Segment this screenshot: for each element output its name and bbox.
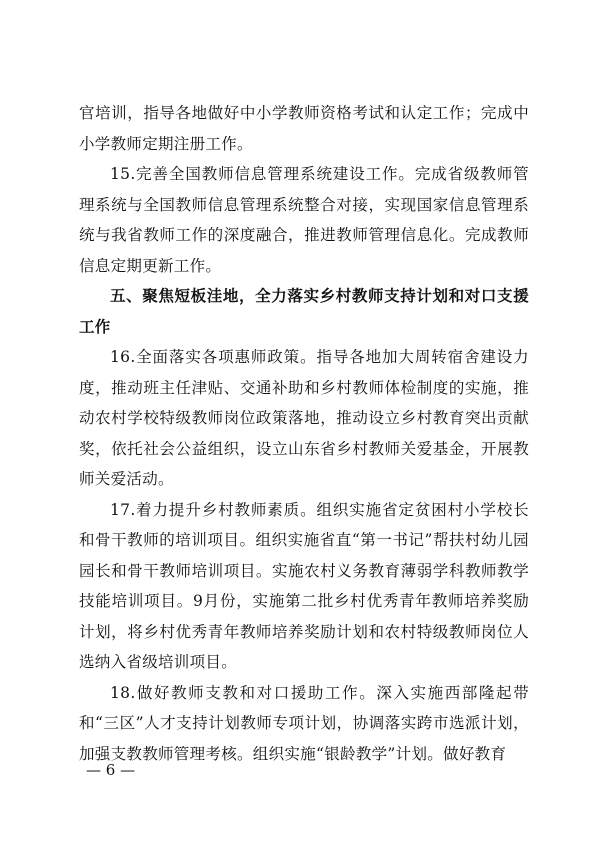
- paragraph-continuation: 官培训，指导各地做好中小学教师资格考试和认定工作；完成中小学教师定期注册工作。: [79, 104, 529, 153]
- paragraph-item-15: 15.完善全国教师信息管理系统建设工作。完成省级教师管理系统与全国教师信息管理系统整合对接，实现国家信息管理系统与我省教师工作的深度融合，推进教师管理信息化。完成教师信息定期更新工作。: [79, 165, 529, 275]
- document-body: [79, 98, 529, 769]
- page-number: — 6 —: [86, 761, 136, 779]
- paragraph-item-16: 16.全面落实各项惠师政策。指导各地加大周转宿舍建设力度，推动班主任津贴、交通补助和乡村教师体检制度的实施，推动农村学校特级教师岗位政策落地，推动设立乡村教育突出贡献奖，依托社会公益组织，设立山东省乡村教师关爱基金，开展教师关爱活动。: [79, 348, 529, 488]
- paragraph-item-18: 18.做好教师支教和对口援助工作。深入实施西部隆起带和“三区”人才支持计划教师专项计划，协调落实跨市选派计划，加强支教教师管理考核。组织实施“银龄教学”计划。做好教育: [79, 683, 529, 763]
- section-heading-5: 五、聚焦短板洼地，全力落实乡村教师支持计划和对口支援工作: [79, 287, 529, 336]
- paragraph-item-17: 17.着力提升乡村教师素质。组织实施省定贫困村小学校长和骨干教师的培训项目。组织实施省直“第一书记”帮扶村幼儿园园长和骨干教师培训项目。实施农村义务教育薄弱学科教师教学技能培训项目。9月份，实施第二批乡村优秀青年教师培养奖励计划，将乡村优秀青年教师培养奖励计划和农村特级教师岗位人选纳入省级培训项目。: [79, 500, 529, 671]
